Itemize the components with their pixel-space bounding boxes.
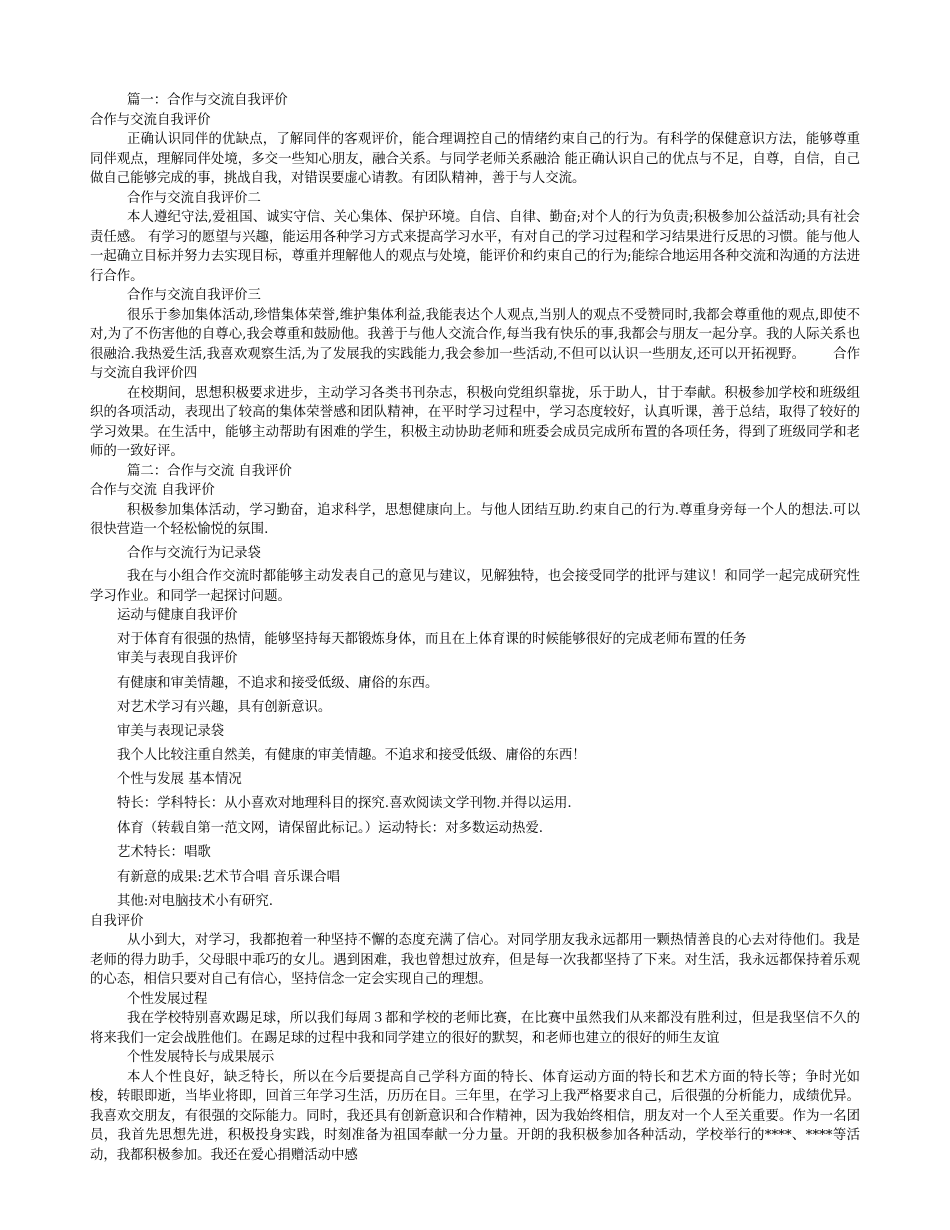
paragraph: 本人遵纪守法,爱祖国、诚实守信、关心集体、保护环境。自信、自律、勤奋;对个人的行为负责;积极参加公益活动;具有社会责任感。 有学习的愿望与兴趣，能运用各种学习方式来提高学习水平，有对自己的学习过程和学习结果进行反思的习惯。能与他人一起确立目标并努力去实现目标，尊重并理解他人的观点与处境，能评价和约束自己的行为;能综合地运用各种交流和沟通的方法进行合作。 bbox=[90, 210, 860, 284]
paragraph-text: 很乐于参加集体活动,珍惜集体荣誉,维护集体利益,我能表达个人观点,当别人的观点不受赞同时,我都会尊重他的观点,即使不对,为了不伤害他的自尊心,我会尊重和鼓励他。我善于与他人交流合作,每当我有快乐的事,我都会与朋友一起分享。我的人际关系也很融洽.我热爱生活,我喜欢观察生活,为了发展我的实践能力,我会参加一些活动,不但可以认识一些朋友,还可以开拓视野。 bbox=[90, 307, 860, 362]
paragraph: 我个人比较注重自然美，有健康的审美情趣。不追求和接受低级、庸俗的东西！ bbox=[117, 748, 586, 763]
document-page bbox=[90, 91, 860, 1165]
paragraph: 对于体育有很强的热情，能够坚持每天都锻炼身体，而且在上体育课的时候能够很好的完成老师布置的任务 bbox=[117, 631, 747, 647]
section-heading-1: 篇一：合作与交流自我评价 bbox=[127, 93, 288, 108]
subheading: 合作与交流自我评价二 bbox=[127, 190, 261, 206]
subheading: 个性发展过程 bbox=[127, 991, 208, 1007]
paragraph: 有健康和审美情趣，不追求和接受低级、庸俗的东西。 bbox=[117, 675, 439, 691]
subheading: 审美与表现自我评价 bbox=[117, 651, 238, 666]
subheading: 个性发展特长与成果展示 bbox=[127, 1050, 275, 1065]
subheading: 合作与交流自我评价 bbox=[90, 112, 211, 128]
paragraph: 艺术特长：唱歌 bbox=[117, 845, 211, 860]
subheading: 合作与交流自我评价三 bbox=[127, 288, 261, 303]
subheading: 合作与交流 自我评价 bbox=[90, 483, 215, 498]
subheading: 审美与表现记录袋 bbox=[117, 723, 225, 739]
paragraph: 积极参加集体活动，学习勤奋，追求科学，思想健康向上。与他人团结互助.约束自己的行为.尊重身旁每一个人的想法.可以很快营造一个轻松愉悦的氛围. bbox=[90, 502, 860, 537]
paragraph: 体育（转载自第一范文网，请保留此标记。）运动特长：对多数运动热爱. bbox=[117, 820, 544, 836]
paragraph: 其他:对电脑技术小有研究. bbox=[117, 894, 274, 909]
subheading: 个性与发展 基本情况 bbox=[117, 771, 242, 787]
subheading: 自我评价 bbox=[90, 913, 144, 929]
paragraph: 对艺术学习有兴趣，具有创新意识。 bbox=[117, 700, 332, 715]
paragraph: 从小到大，对学习，我都抱着一种坚持不懈的态度充满了信心。对同学朋友我永远都用一颗热情善良的心去对待他们。我是老师的得力助手，父母眼中乖巧的女儿。遇到困难，我也曾想过放弃，但是每一次我都坚持了下来。对生活，我永远都保持着乐观的心态，相信只要对自己有信心，坚持信念一定会实现自己的理想。 bbox=[90, 933, 860, 987]
paragraph: 我在与小组合作交流时都能够主动发表自己的意见与建议，见解独特，也会接受同学的批评与建议！和同学一起完成研究性学习作业。和同学一起探讨问题。 bbox=[90, 569, 860, 604]
subheading: 合作与交流行为记录袋 bbox=[127, 545, 261, 561]
paragraph: 在校期间，思想积极要求进步，主动学习各类书刊杂志，积极向党组织靠拢，乐于助人，甘于奉献。积极参加学校和班级组织的各项活动，表现出了较高的集体荣誉感和团队精神，在平时学习过程中，学习态度较好，认真听课，善于总结，取得了较好的学习效果。在生活中，能够主动帮助有困难的学生，积极主动协助老师和班委会成员完成所布置的各项任务，得到了班级同学和老师的一致好评。 bbox=[90, 385, 860, 459]
paragraph: 正确认识同伴的优缺点，了解同伴的客观评价，能合理调控自己的情绪约束自己的行为。有科学的保健意识方法，能够尊重同伴观点，理解同伴处境，多交一些知心朋友，融合关系。与同学老师关系融洽 能正确认识自己的优点与不足，自尊，自信，自己做自己能够完成的事，挑战自我，对错误要虚心请教。有团队精神，善于与人交流。 bbox=[90, 132, 860, 186]
paragraph bbox=[90, 306, 860, 384]
paragraph: 本人个性良好，缺乏特长，所以在今后要提高自己学科方面的特长、体育运动方面的特长和艺术方面的特长等；争时光如梭，转眼即逝，当毕业将即，回首三年学习生活，历历在目。三年里，在学习上我严格要求自己，后很强的分析能力，成绩优异。我喜欢交朋友，有很强的交际能力。同时，我还具有创新意识和合作精神，因为我始终相信，朋友对一个人至关重要。作为一名团员，我首先思想先进，积极投身实践，时刻准备为祖国奉献一分力量。开朗的我积极参加各种活动，学校举行的****、****等活动，我都积极参加。我还在爱心捐赠活动中感 bbox=[90, 1069, 860, 1163]
section-heading-2: 篇二：合作与交流 自我评价 bbox=[127, 463, 292, 479]
paragraph: 特长：学科特长：从小喜欢对地理科目的探究.喜欢阅读文学刊物.并得以运用. bbox=[117, 796, 572, 811]
paragraph: 有新意的成果:艺术节合唱 音乐课合唱 bbox=[117, 869, 341, 885]
subheading: 运动与健康自我评价 bbox=[117, 608, 238, 623]
paragraph: 我在学校特别喜欢踢足球，所以我们每周３都和学校的老师比赛，在比赛中虽然我们从来都没有胜利过，但是我坚信不久的将来我们一定会战胜他们。在踢足球的过程中我和同学建立的很好的默契，和老师也建立的很好的师生友谊 bbox=[90, 1011, 860, 1046]
inline-subheading: 合作与交流自我评价四 bbox=[90, 346, 860, 381]
